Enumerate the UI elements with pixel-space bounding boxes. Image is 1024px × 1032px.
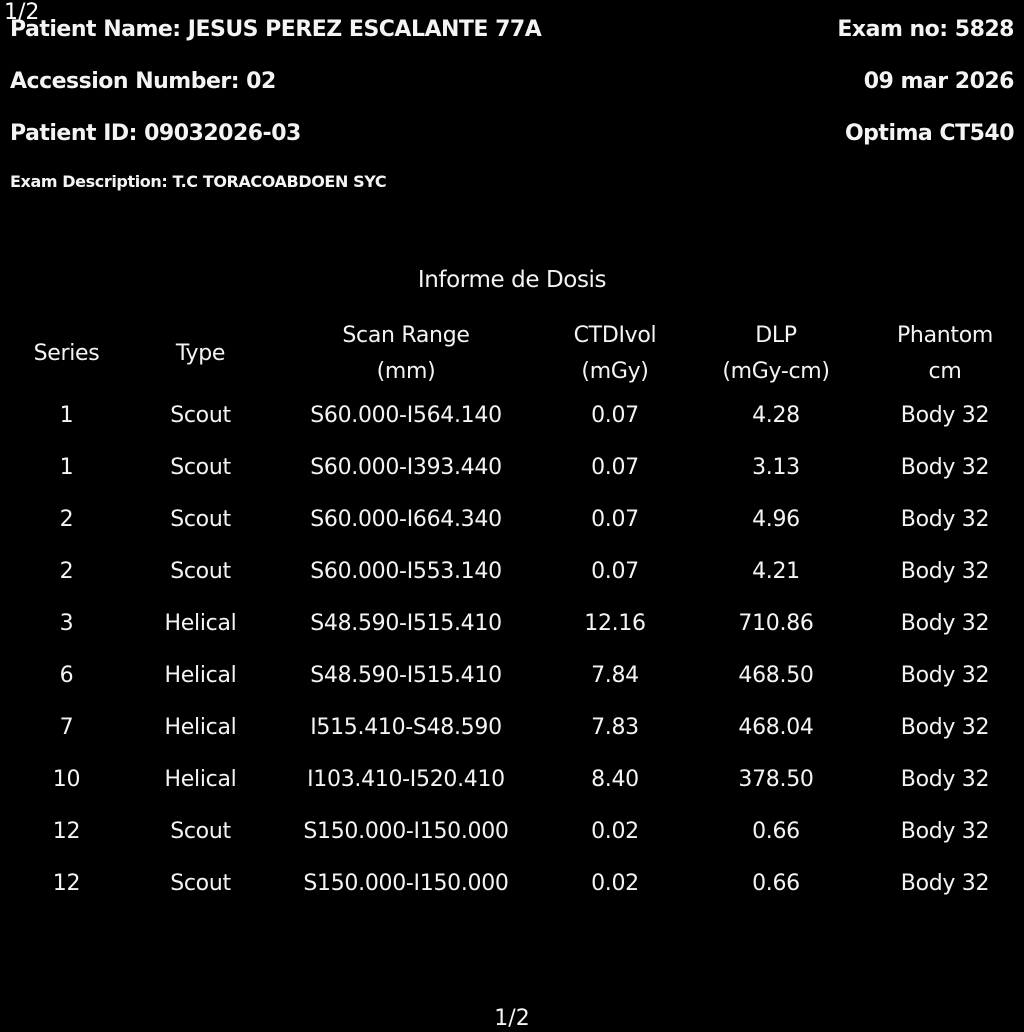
column-header-scan-range: Scan Range (mm) (342, 323, 470, 384)
cell-scan-range: S60.000-I393.440 (310, 455, 502, 480)
cell-phantom: Body 32 (900, 663, 990, 688)
cell-dlp: 468.50 (738, 663, 814, 688)
dose-table-header (0, 318, 1024, 390)
exam-description: Exam Description: T.C TORACOABDOEN SYC (10, 172, 387, 191)
cell-dlp: 710.86 (738, 611, 814, 636)
cell-type: Scout (170, 507, 231, 532)
cell-scan-range: S150.000-I150.000 (303, 871, 509, 896)
cell-scan-range: S60.000-I553.140 (310, 559, 502, 584)
dose-report-title: Informe de Dosis (417, 267, 607, 293)
cell-dlp: 468.04 (738, 715, 814, 740)
cell-phantom: Body 32 (900, 455, 990, 480)
cell-ctdivol: 8.40 (591, 767, 639, 792)
cell-series: 12 (52, 819, 81, 844)
cell-type: Scout (170, 871, 231, 896)
cell-dlp: 378.50 (738, 767, 814, 792)
cell-type: Helical (164, 611, 237, 636)
cell-scan-range: S48.590-I515.410 (310, 663, 502, 688)
column-header-series: Series (33, 341, 100, 366)
cell-series: 2 (59, 559, 74, 584)
cell-ctdivol: 0.02 (591, 819, 639, 844)
cell-scan-range: I103.410-I520.410 (307, 767, 505, 792)
table-row (0, 754, 1024, 806)
cell-dlp: 4.28 (752, 403, 800, 428)
page-indicator: 1/2 (4, 0, 40, 25)
patient-id: Patient ID: 09032026-03 (10, 121, 301, 146)
table-row (0, 390, 1024, 442)
cell-scan-range: S60.000-I664.340 (310, 507, 502, 532)
cell-dlp: 4.96 (752, 507, 800, 532)
cell-dlp: 0.66 (752, 871, 800, 896)
column-header-phantom: Phantom cm (896, 323, 994, 384)
cell-type: Helical (164, 715, 237, 740)
cell-scan-range: S60.000-I564.140 (310, 403, 502, 428)
table-row (0, 494, 1024, 546)
table-row (0, 546, 1024, 598)
table-row (0, 598, 1024, 650)
exam-number: Exam no: 5828 (837, 17, 1014, 42)
cell-type: Scout (170, 455, 231, 480)
scanner-model: Optima CT540 (844, 121, 1014, 146)
cell-type: Helical (164, 767, 237, 792)
table-row (0, 858, 1024, 910)
cell-series: 3 (59, 611, 74, 636)
cell-dlp: 0.66 (752, 819, 800, 844)
exam-date: 09 mar 2026 (863, 69, 1014, 94)
cell-ctdivol: 12.16 (584, 611, 646, 636)
table-row (0, 650, 1024, 702)
cell-series: 1 (59, 403, 74, 428)
table-row (0, 442, 1024, 494)
cell-ctdivol: 0.07 (591, 455, 639, 480)
cell-series: 2 (59, 507, 74, 532)
column-header-type: Type (175, 341, 226, 366)
cell-dlp: 3.13 (752, 455, 800, 480)
table-row (0, 702, 1024, 754)
cell-ctdivol: 0.07 (591, 559, 639, 584)
cell-ctdivol: 0.07 (591, 403, 639, 428)
cell-type: Scout (170, 819, 231, 844)
cell-dlp: 4.21 (752, 559, 800, 584)
cell-series: 7 (59, 715, 74, 740)
cell-scan-range: S150.000-I150.000 (303, 819, 509, 844)
footer-page-number: 1/2 (494, 1006, 530, 1031)
table-row (0, 806, 1024, 858)
cell-phantom: Body 32 (900, 403, 990, 428)
cell-series: 12 (52, 871, 81, 896)
cell-type: Scout (170, 559, 231, 584)
dose-table (0, 318, 1024, 910)
cell-phantom: Body 32 (900, 611, 990, 636)
cell-type: Helical (164, 663, 237, 688)
cell-scan-range: S48.590-I515.410 (310, 611, 502, 636)
cell-scan-range: I515.410-S48.590 (310, 715, 502, 740)
cell-ctdivol: 0.07 (591, 507, 639, 532)
cell-series: 6 (59, 663, 74, 688)
cell-phantom: Body 32 (900, 819, 990, 844)
cell-series: 10 (52, 767, 81, 792)
cell-phantom: Body 32 (900, 715, 990, 740)
cell-phantom: Body 32 (900, 559, 990, 584)
column-header-ctdivol: CTDIvol (mGy) (573, 323, 657, 384)
cell-phantom: Body 32 (900, 507, 990, 532)
accession-number: Accession Number: 02 (10, 69, 276, 94)
cell-ctdivol: 7.83 (591, 715, 639, 740)
cell-ctdivol: 0.02 (591, 871, 639, 896)
cell-ctdivol: 7.84 (591, 663, 639, 688)
patient-name: Patient Name: JESUS PEREZ ESCALANTE 77A (10, 17, 542, 42)
cell-series: 1 (59, 455, 74, 480)
column-header-dlp: DLP (mGy-cm) (722, 323, 830, 384)
cell-phantom: Body 32 (900, 767, 990, 792)
cell-type: Scout (170, 403, 231, 428)
cell-phantom: Body 32 (900, 871, 990, 896)
